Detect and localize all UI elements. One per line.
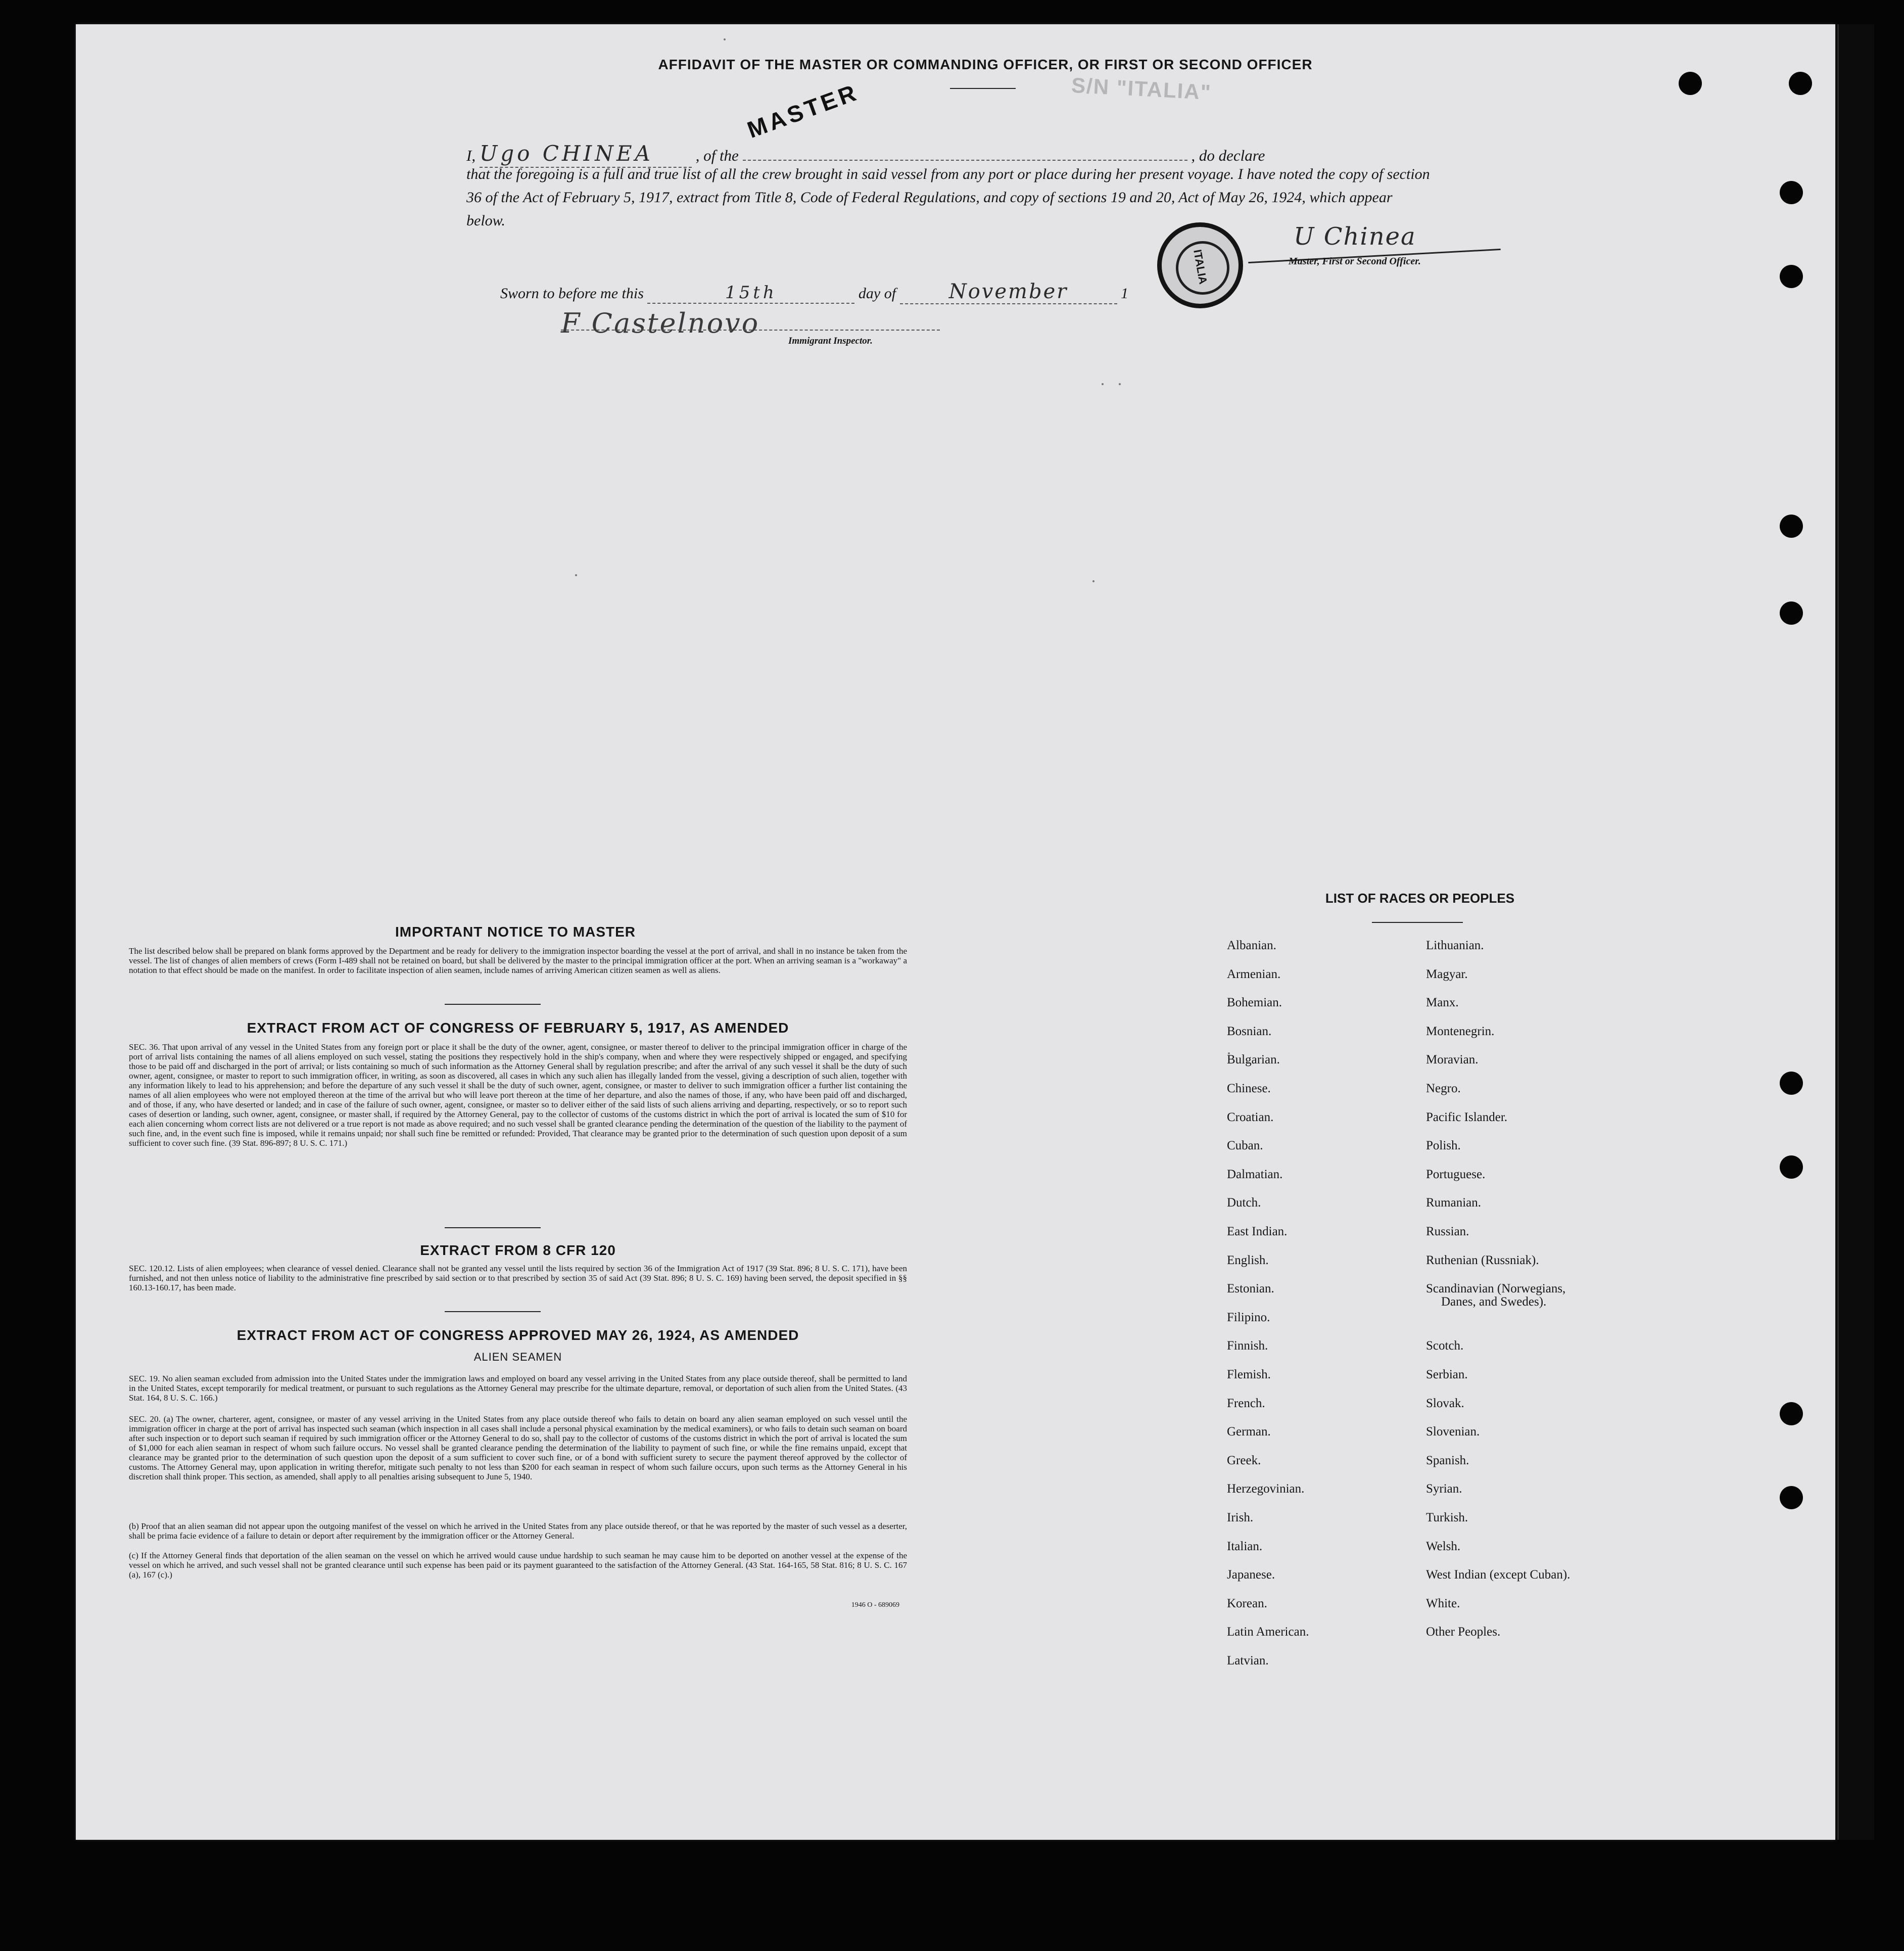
race-item: Magyar. xyxy=(1426,967,1468,981)
races-title-divider xyxy=(1372,922,1463,923)
race-item: Negro. xyxy=(1426,1082,1461,1095)
race-item: Italian. xyxy=(1227,1539,1263,1553)
race-item: Japanese. xyxy=(1227,1568,1275,1582)
race-item: Bulgarian. xyxy=(1227,1053,1280,1067)
race-item: Polish. xyxy=(1426,1139,1461,1153)
race-item: Montenegrin. xyxy=(1426,1024,1495,1038)
race-item: Croatian. xyxy=(1227,1110,1274,1124)
inspector-caption: Immigrant Inspector. xyxy=(788,336,873,346)
race-item: Spanish. xyxy=(1426,1453,1469,1467)
punch-hole xyxy=(1780,1155,1803,1179)
punch-hole xyxy=(1780,601,1803,625)
extract-1917-title: EXTRACT FROM ACT OF CONGRESS OF FEBRUARY 5, 1917, AS AMENDED xyxy=(247,1020,789,1036)
extract-1924-subtitle: ALIEN SEAMEN xyxy=(473,1351,562,1363)
race-item: Dutch. xyxy=(1227,1196,1261,1210)
race-item: Slovak. xyxy=(1426,1396,1464,1410)
race-item: Slovenian. xyxy=(1426,1425,1480,1439)
race-item: Portuguese. xyxy=(1426,1167,1486,1181)
race-item-continuation: Danes, and Swedes). xyxy=(1441,1295,1547,1309)
extract-1924-section-20c: (c) If the Attorney General finds that deportation of the alien seaman on the vessel on which he arrived would cause undue hardship to such seaman he may cause him to be deported on another vessel at the expense of the vessel on which he arrived, and such vessel shall not be granted clearance until such expense has been paid or its payment guaranteed to the satisfaction of the Attorney General. (43 Stat. 164-165, 58 Stat. 816; 8 U. S. C. 167 (a), 167 (c).) xyxy=(129,1551,907,1580)
races-title: LIST OF RACES OR PEOPLES xyxy=(1325,891,1515,906)
ink-speck xyxy=(575,574,577,576)
master-signature-text: U Chinea xyxy=(1294,222,1416,251)
sworn-month-field xyxy=(900,280,1117,304)
declarant-name: Ugo CHINEA xyxy=(479,141,653,166)
race-item: Syrian. xyxy=(1426,1482,1462,1496)
extract-1924-section-19: SEC. 19. No alien seaman excluded from admission into the United States under the immigration laws and employed on board any vessel arriving in the United States from any place outside thereof, shall be permitted to land in the United States, except temporarily for medical treatment, or pursuant to such regulations as the Attorney General may prescribe for the ultimate departure, removal, or deportation of such alien from the United States. (43 Stat. 164, 8 U. S. C. 166.) xyxy=(129,1374,907,1403)
race-item: Herzegovinian. xyxy=(1227,1482,1305,1496)
do-declare-label: , do declare xyxy=(1191,147,1265,164)
race-item: Russian. xyxy=(1426,1225,1469,1238)
declaration-text: that the foregoing is a full and true list of all the crew brought in said vessel from any port or place during her present voyage. I have noted the copy of section 36 of the Act of February 5, 1917, extract from Title 8, Code of Federal Regulations, and copy of sections 19 and 20, Act of May 26, 1924, which appear below. xyxy=(466,166,1430,229)
notice-body: The list described below shall be prepared on blank forms approved by the Department and be ready for delivery to the immigration inspector boarding the vessel at the port of arrival, and shall in no instance be taken from the vessel. The list of changes of alien members of crews (Form I-489 shall not be retained on board, but shall be delivered by the master to the principal immigration officer at the port. When an arriving seaman is a "workaway" a notation to that effect should be made on the manifest. In order to facilitate inspection of alien seamen, include names of arriving American citizen seamen as well as aliens. xyxy=(129,946,907,975)
vessel-name-stamp: S/N "ITALIA" xyxy=(1070,73,1212,105)
punch-hole xyxy=(1789,72,1812,95)
sworn-month: November xyxy=(948,280,1068,303)
race-item: Armenian. xyxy=(1227,967,1281,981)
race-item: French. xyxy=(1227,1396,1265,1410)
extract-1924-section-20a: SEC. 20. (a) The owner, charterer, agent, consignee, or master of any vessel arriving in the United States from any place outside thereof who fails to detain on board any alien seaman employed on such vessel until the immigration officer in charge at the port of arrival has inspected such seaman (which inspection in all cases shall include a personal physical examination by the medical examiners), or who fails to detain such seaman on board after such inspection or to deport such seaman if required by such immigration officer or the Attorney General to do so, shall pay to the collector of customs of the customs district in which the port of arrival is located the sum of $1,000 for each alien seaman in respect of whom such failure occurs. No vessel shall be granted clearance pending the determination of the liability to payment of such fine, or while the fine remains unpaid, except that clearance may be granted prior to the determination of such question upon the deposit of a sum sufficient to cover such fine, or of a bond with sufficient surety to secure the payment thereof approved by the collector of customs. The Attorney General may, upon application in writing therefor, mitigate such penalty to not less than $200 for each seaman in respect of whom such failure occurs, upon such terms as the Attorney General in his discretion shall think proper. This section, as amended, shall apply to all penalties arising subsequent to June 5, 1940. xyxy=(129,1414,907,1481)
declarant-prefix: I, xyxy=(466,147,476,164)
day-of-label: day of xyxy=(858,285,896,302)
race-item: Estonian. xyxy=(1227,1282,1274,1296)
punch-hole xyxy=(1780,181,1803,204)
extract-1924-section-20b: (b) Proof that an alien seaman did not appear upon the outgoing manifest of the vessel on which he arrived in the United States from any place outside thereof, or that he was reported by the master of such vessel as a deserter, shall be prima facie evidence of a failure to detain or deport after requirement by the immigration officer or the Attorney General. xyxy=(129,1521,907,1541)
race-item: Pacific Islander. xyxy=(1426,1110,1508,1124)
race-item: Other Peoples. xyxy=(1426,1625,1501,1639)
extract-cfr-title: EXTRACT FROM 8 CFR 120 xyxy=(420,1242,616,1258)
sworn-prefix: Sworn to before me this xyxy=(500,285,644,302)
punch-hole xyxy=(1780,1402,1803,1425)
race-item: Turkish. xyxy=(1426,1511,1468,1524)
ship-round-stamp xyxy=(1157,222,1243,308)
race-item: West Indian (except Cuban). xyxy=(1426,1568,1570,1582)
race-item: Serbian. xyxy=(1426,1368,1468,1381)
race-item: Scandinavian (Norwegians, xyxy=(1426,1282,1566,1296)
race-item: Welsh. xyxy=(1426,1539,1461,1553)
extract-1917-body: SEC. 36. That upon arrival of any vessel in the United States from any foreign port or place it shall be the duty of the owner, agent, consignee, or master thereof to deliver to the principal immigration officer in charge of the port of arrival lists containing the names of all aliens employed on such vessel, stating the positions they respectively hold in the ship's company, when and where they were respectively shipped or engaged, and specifying those to be paid off and discharged in the port of arrival; or lists containing so much of such information as the Attorney General shall by regulation prescribe; and after the arrival of any such vessel it shall be the duty of such owner, agent, consignee, or master to report to such immigration officer, in writing, as soon as discovered, all cases in which any such alien has illegally landed from the vessel, giving a description of such alien, together with any information likely to lead to his apprehension; and before the departure of any such vessel it shall be the duty of such owner, agent, consignee, or master to deliver to such immigration officer a further list containing the names of all alien employees who were not employed thereon at the time of the arrival but who will leave port thereon at the time of her departure, and also the names of those, if any, who have been paid off and discharged, and of those, if any, who have deserted or landed; and in case of the failure of such owner, agent, consignee, or master so to deliver either of the said lists of such aliens arriving and departing, respectively, or so to report such cases of desertion or landing, such owner, agent, consignee, or master shall, if required by the Attorney General, pay to the collector of customs of the customs district in which the port of arrival is located the sum of $10 for each alien concerning whom correct lists are not delivered or a true report is not made as above required; and no such vessel shall be granted clearance pending the determination of the question of the liability to the payment of such fine, and, in the event such fine is imposed, while it remains unpaid; nor shall such fine be remitted or refunded: Provided, That clearance may be granted prior to the determination of such question upon deposit of a sum sufficient to cover such fine. (39 Stat. 896-897; 8 U. S. C. 171.) xyxy=(129,1042,907,1148)
race-item: East Indian. xyxy=(1227,1225,1288,1238)
races-right-column xyxy=(1426,939,1709,1677)
vessel-field xyxy=(743,160,1187,161)
master-signature-caption: Master, First or Second Officer. xyxy=(1289,256,1421,267)
race-item: German. xyxy=(1227,1425,1271,1439)
race-item: Latvian. xyxy=(1227,1654,1269,1667)
race-item: Bosnian. xyxy=(1227,1024,1272,1038)
ink-speck xyxy=(724,38,726,40)
race-item: Manx. xyxy=(1426,996,1459,1010)
race-item: Bohemian. xyxy=(1227,996,1282,1010)
notice-title: IMPORTANT NOTICE TO MASTER xyxy=(395,924,636,940)
race-item: Scotch. xyxy=(1426,1339,1464,1353)
race-item: Lithuanian. xyxy=(1426,939,1484,952)
race-item: Korean. xyxy=(1227,1596,1267,1610)
affidavit-title: AFFIDAVIT OF THE MASTER OR COMMANDING OFFICER, OR FIRST OR SECOND OFFICER xyxy=(658,57,1313,72)
punch-hole xyxy=(1780,515,1803,538)
race-item: Flemish. xyxy=(1227,1368,1271,1381)
race-item: Albanian. xyxy=(1227,939,1276,952)
inspector-signature: F Castelnovo xyxy=(561,307,760,339)
inspector-signature-line xyxy=(561,330,940,331)
ink-speck xyxy=(1102,383,1104,385)
race-item: Cuban. xyxy=(1227,1139,1263,1153)
year-fragment: 1 xyxy=(1121,285,1129,302)
extract-1924-title: EXTRACT FROM ACT OF CONGRESS APPROVED MAY 26, 1924, AS AMENDED xyxy=(236,1327,799,1343)
races-left-column xyxy=(1227,939,1409,1677)
race-item: Filipino. xyxy=(1227,1310,1270,1324)
race-item: Moravian. xyxy=(1426,1053,1479,1067)
sworn-day: 15th xyxy=(725,283,777,303)
race-item: English. xyxy=(1227,1253,1269,1267)
race-item: Ruthenian (Russniak). xyxy=(1426,1253,1539,1267)
round-stamp-text: ITALIA xyxy=(1191,248,1210,286)
section-divider xyxy=(445,1004,541,1005)
punch-hole xyxy=(1679,72,1702,95)
race-item: White. xyxy=(1426,1596,1460,1610)
master-signature xyxy=(1294,222,1416,251)
race-item: Latin American. xyxy=(1227,1625,1309,1639)
sworn-line xyxy=(500,280,1208,304)
title-divider xyxy=(950,88,1016,89)
punch-hole xyxy=(1780,265,1803,288)
page-edge-shadow xyxy=(1837,24,1874,1840)
race-item: Chinese. xyxy=(1227,1082,1271,1095)
race-item: Rumanian. xyxy=(1426,1196,1482,1210)
master-role-stamp: MASTER xyxy=(743,78,863,144)
race-item: Greek. xyxy=(1227,1453,1261,1467)
section-divider xyxy=(445,1311,541,1312)
of-the-label: , of the xyxy=(695,147,739,164)
ink-speck xyxy=(1119,383,1121,385)
ink-speck xyxy=(1092,580,1094,582)
punch-hole xyxy=(1780,1486,1803,1509)
sworn-day-field xyxy=(647,283,854,304)
form-number: 1946 O - 689069 xyxy=(851,1601,899,1609)
race-item: Finnish. xyxy=(1227,1339,1268,1353)
section-divider xyxy=(445,1227,541,1228)
race-item: Irish. xyxy=(1227,1511,1254,1524)
punch-hole xyxy=(1780,1072,1803,1095)
extract-cfr-body: SEC. 120.12. Lists of alien employees; when clearance of vessel denied. Clearance shall not be granted any vessel until the lists required by section 36 of the Immigration Act of 1917 (39 Stat. 896; 8 U. S. C. 171), have been furnished, and not then unless notice of liability to the administrative fine prescribed by said section or to that prescribed by section 35 of said Act (39 Stat. 896; 8 U. S. C. 169) having been served, the deposit specified in §§ 160.13-160.17, has been made. xyxy=(129,1264,907,1292)
race-item: Dalmatian. xyxy=(1227,1167,1283,1181)
